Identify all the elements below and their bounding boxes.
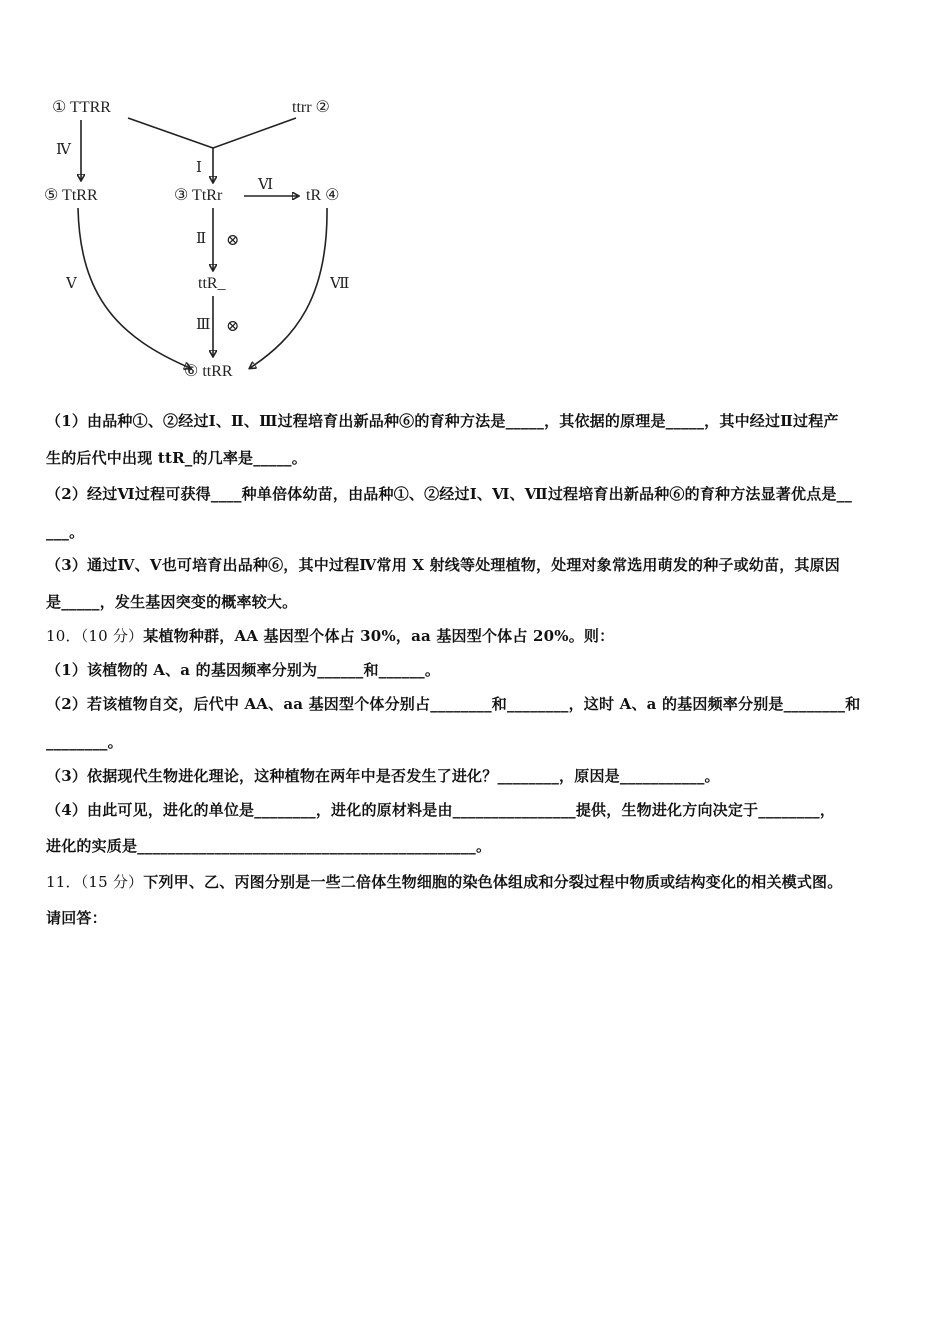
q10-part2-line1: （2）若该植物自交，后代中 AA、aa 基因型个体分别占________和________，这时 A、a 的基因频率分别是________和 — [46, 695, 861, 713]
label-IV: Ⅳ — [56, 142, 71, 158]
node-1-TTRR: ① TTRR — [52, 99, 111, 116]
q9-part2-line1: （2）经过Ⅵ过程可获得____种单倍体幼苗，由品种①、②经过Ⅰ、Ⅵ、Ⅶ过程培育出新品种⑥的育种方法显著优点是__ — [46, 485, 853, 503]
q11-stem-line — [46, 871, 842, 892]
q9-part2-line2: ___。 — [46, 523, 85, 541]
q9-part3-line2: 是_____，发生基因突变的概率较大。 — [46, 593, 298, 611]
node-5-TtRR: ⑤ TtRR — [44, 187, 98, 204]
q10-stem: 某植物种群，AA 基因型个体占 30%，aa 基因型个体占 20%。则： — [143, 627, 615, 645]
q11-score: （15 分） — [80, 873, 144, 891]
node-4-tR: tR ④ — [306, 187, 340, 204]
q9-part1-line2: 生的后代中出现 ttR_的几率是_____。 — [46, 449, 307, 467]
label-VI: Ⅵ — [258, 177, 274, 193]
q9-part1-line1: （1）由品种①、②经过Ⅰ、Ⅱ、Ⅲ过程培育出新品种⑥的育种方法是_____，其依据的原理是_____，其中经过Ⅱ过程产 — [46, 412, 839, 430]
q10-part3: （3）依据现代生物进化理论，这种植物在两年中是否发生了进化？________，原因是___________。 — [46, 767, 720, 785]
selfing-symbol-II: ⊗ — [226, 232, 240, 249]
arrow-V — [78, 208, 190, 368]
breeding-diagram — [40, 88, 370, 388]
node-2-ttrr: ttrr ② — [292, 99, 330, 116]
cross-line-right — [213, 118, 296, 148]
node-3-TtRr: ③ TtRr — [174, 187, 223, 204]
q10-score: （10 分） — [80, 627, 144, 645]
q10-stem-line — [46, 625, 614, 646]
q10-part4-line2: 进化的实质是____________________________________________。 — [46, 837, 492, 855]
q10-part4-line1: （4）由此可见，进化的单位是________，进化的原材料是由________________提供，生物进化方向决定于________， — [46, 801, 836, 819]
q9-part3-line1: （3）通过Ⅳ、Ⅴ也可培育出品种⑥，其中过程Ⅳ常用 X 射线等处理植物，处理对象常选用萌发的种子或幼苗，其原因 — [46, 556, 841, 574]
q11-stem-line2: 请回答： — [46, 909, 107, 927]
q10-number: 10． — [46, 627, 81, 645]
label-III: Ⅲ — [196, 317, 211, 333]
q11-stem: 下列甲、乙、丙图分别是一些二倍体生物细胞的染色体组成和分裂过程中物质或结构变化的相关模式图。 — [143, 873, 843, 891]
node-6-ttRR: ⑥ ttRR — [184, 363, 233, 380]
arrow-VII — [250, 208, 327, 368]
label-II: Ⅱ — [196, 231, 207, 247]
q11-number: 11． — [46, 873, 81, 891]
cross-line-left — [128, 118, 213, 148]
label-V: Ⅴ — [66, 276, 77, 292]
label-VII: Ⅶ — [330, 276, 350, 292]
selfing-symbol-III: ⊗ — [226, 318, 240, 335]
q10-part2-line2: ________。 — [46, 733, 123, 751]
q10-part1: （1）该植物的 A、a 的基因频率分别为______和______。 — [46, 661, 441, 679]
label-I: Ⅰ — [196, 160, 202, 176]
node-intermediate-ttR: ttR_ — [198, 275, 226, 292]
